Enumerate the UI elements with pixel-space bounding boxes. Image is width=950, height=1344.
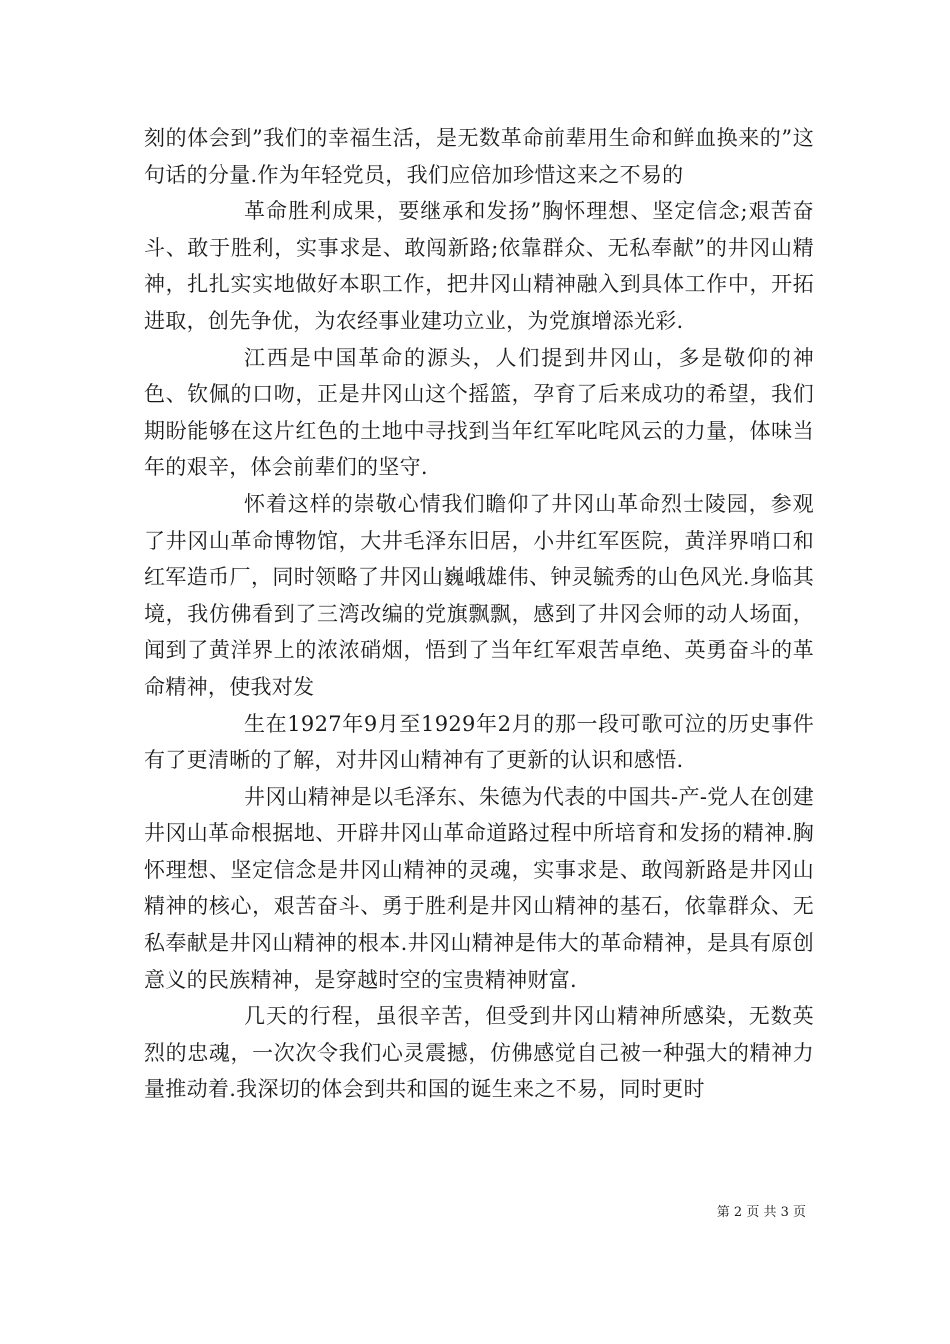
paragraph-2: 革命胜利成果，要继承和发扬”胸怀理想、坚定信念;艰苦奋斗、敢于胜利，实事求是、敢闯新路;依靠群众、无私奉献”的井冈山精神，扎扎实实地做好本职工作，把井冈山精神融入到具体工作中，开拓进取，创先争优，为农经事业建功立业，为党旗增添光彩. bbox=[144, 199, 814, 333]
paragraph-5: 生在1927年9月至1929年2月的那一段可歌可泣的历史事件有了更清晰的了解，对井冈山精神有了更新的认识和感悟. bbox=[144, 711, 814, 773]
paragraph-3: 江西是中国革命的源头，人们提到井冈山，多是敬仰的神色、钦佩的口吻，正是井冈山这个摇篮，孕育了后来成功的希望，我们期盼能够在这片红色的土地中寻找到当年红军叱咤风云的力量，体味当年的艰辛，体会前辈们的坚守. bbox=[144, 345, 814, 480]
page-number-footer: 第 2 页 共 3 页 bbox=[716, 1205, 806, 1220]
paragraph-4: 怀着这样的崇敬心情我们瞻仰了井冈山革命烈士陵园，参观了井冈山革命博物馆，大井毛泽东旧居，小井红军医院，黄洋界哨口和红军造币厂，同时领略了井冈山巍峨雄伟、钟灵毓秀的山色风光.身临其境，我仿佛看到了三湾改编的党旗飘飘，感到了井冈会师的动人场面，闻到了黄洋界上的浓浓硝烟，悟到了当年红军艰苦卓绝、英勇奋斗的革命精神，使我对发 bbox=[144, 491, 814, 699]
document-body bbox=[144, 120, 814, 1108]
paragraph-1: 刻的体会到”我们的幸福生活，是无数革命前辈用生命和鲜血换来的”这句话的分量.作为年轻党员，我们应倍加珍惜这来之不易的 bbox=[144, 126, 814, 187]
paragraph-7: 几天的行程，虽很辛苦，但受到井冈山精神所感染，无数英烈的忠魂，一次次令我们心灵震撼，仿佛感觉自己被一种强大的精神力量推动着.我深切的体会到共和国的诞生来之不易，同时更时 bbox=[144, 1004, 814, 1102]
paragraph-6: 井冈山精神是以毛泽东、朱德为代表的中国共-产-党人在创建井冈山革命根据地、开辟井冈山革命道路过程中所培育和发扬的精神.胸怀理想、坚定信念是井冈山精神的灵魂，实事求是、敢闯新路是井冈山精神的核心，艰苦奋斗、勇于胜利是井冈山精神的基石，依靠群众、无私奉献是井冈山精神的根本.井冈山精神是伟大的革命精神，是具有原创意义的民族精神，是穿越时空的宝贵精神财富. bbox=[144, 784, 814, 992]
